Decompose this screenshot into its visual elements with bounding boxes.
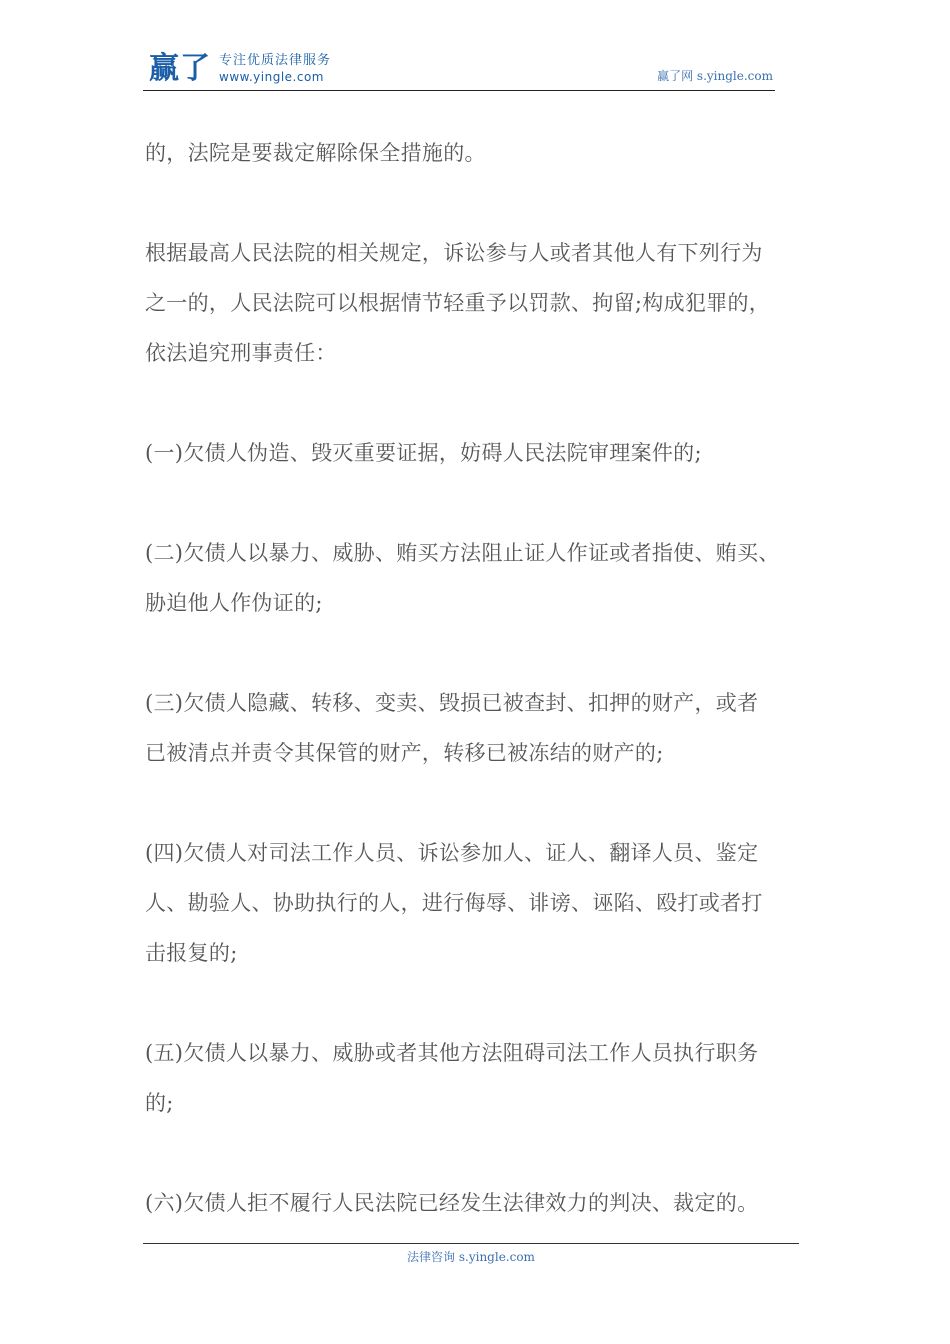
paragraph: 的，法院是要裁定解除保全措施的。 [145,141,486,165]
paragraph: (三)欠债人隐藏、转移、变卖、毁损已被查封、扣押的财产，或者 已被清点并责令其保管的财产，转移已被冻结的财产的; [145,691,759,765]
logo-mark: 赢了 [149,51,211,86]
page-footer [143,1243,799,1265]
paragraph: (五)欠债人以暴力、威胁或者其他方法阻碍司法工作人员执行职务 的; [145,1041,759,1115]
logo-slogan: 专注优质法律服务 [219,53,332,68]
logo-url: www.yingle.com [219,70,324,84]
paragraph: 根据最高人民法院的相关规定，诉讼参与人或者其他人有下列行为 之一的，人民法院可以根据情节轻重予以罚款、拘留;构成犯罪的， 依法追究刑事责任： [145,241,771,365]
paragraph: (四)欠债人对司法工作人员、诉讼参加人、证人、翻译人员、鉴定 人、勘验人、协助执行的人，进行侮辱、诽谤、诬陷、殴打或者打 击报复的; [145,841,763,965]
paragraph: (六)欠债人拒不履行人民法院已经发生法律效力的判决、裁定的。 [145,1191,759,1215]
footer-link[interactable]: 法律咨询 s.yingle.com [407,1250,535,1264]
document-body [145,128,835,1278]
yingle-logo[interactable] [149,52,345,88]
header-site-link[interactable]: 赢了网 s.yingle.com [657,69,773,83]
page-header [143,48,775,91]
paragraph: (二)欠债人以暴力、威胁、贿买方法阻止证人作证或者指使、贿买、 胁迫他人作伪证的; [145,541,780,615]
paragraph: (一)欠债人伪造、毁灭重要证据，妨碍人民法院审理案件的; [145,441,702,465]
